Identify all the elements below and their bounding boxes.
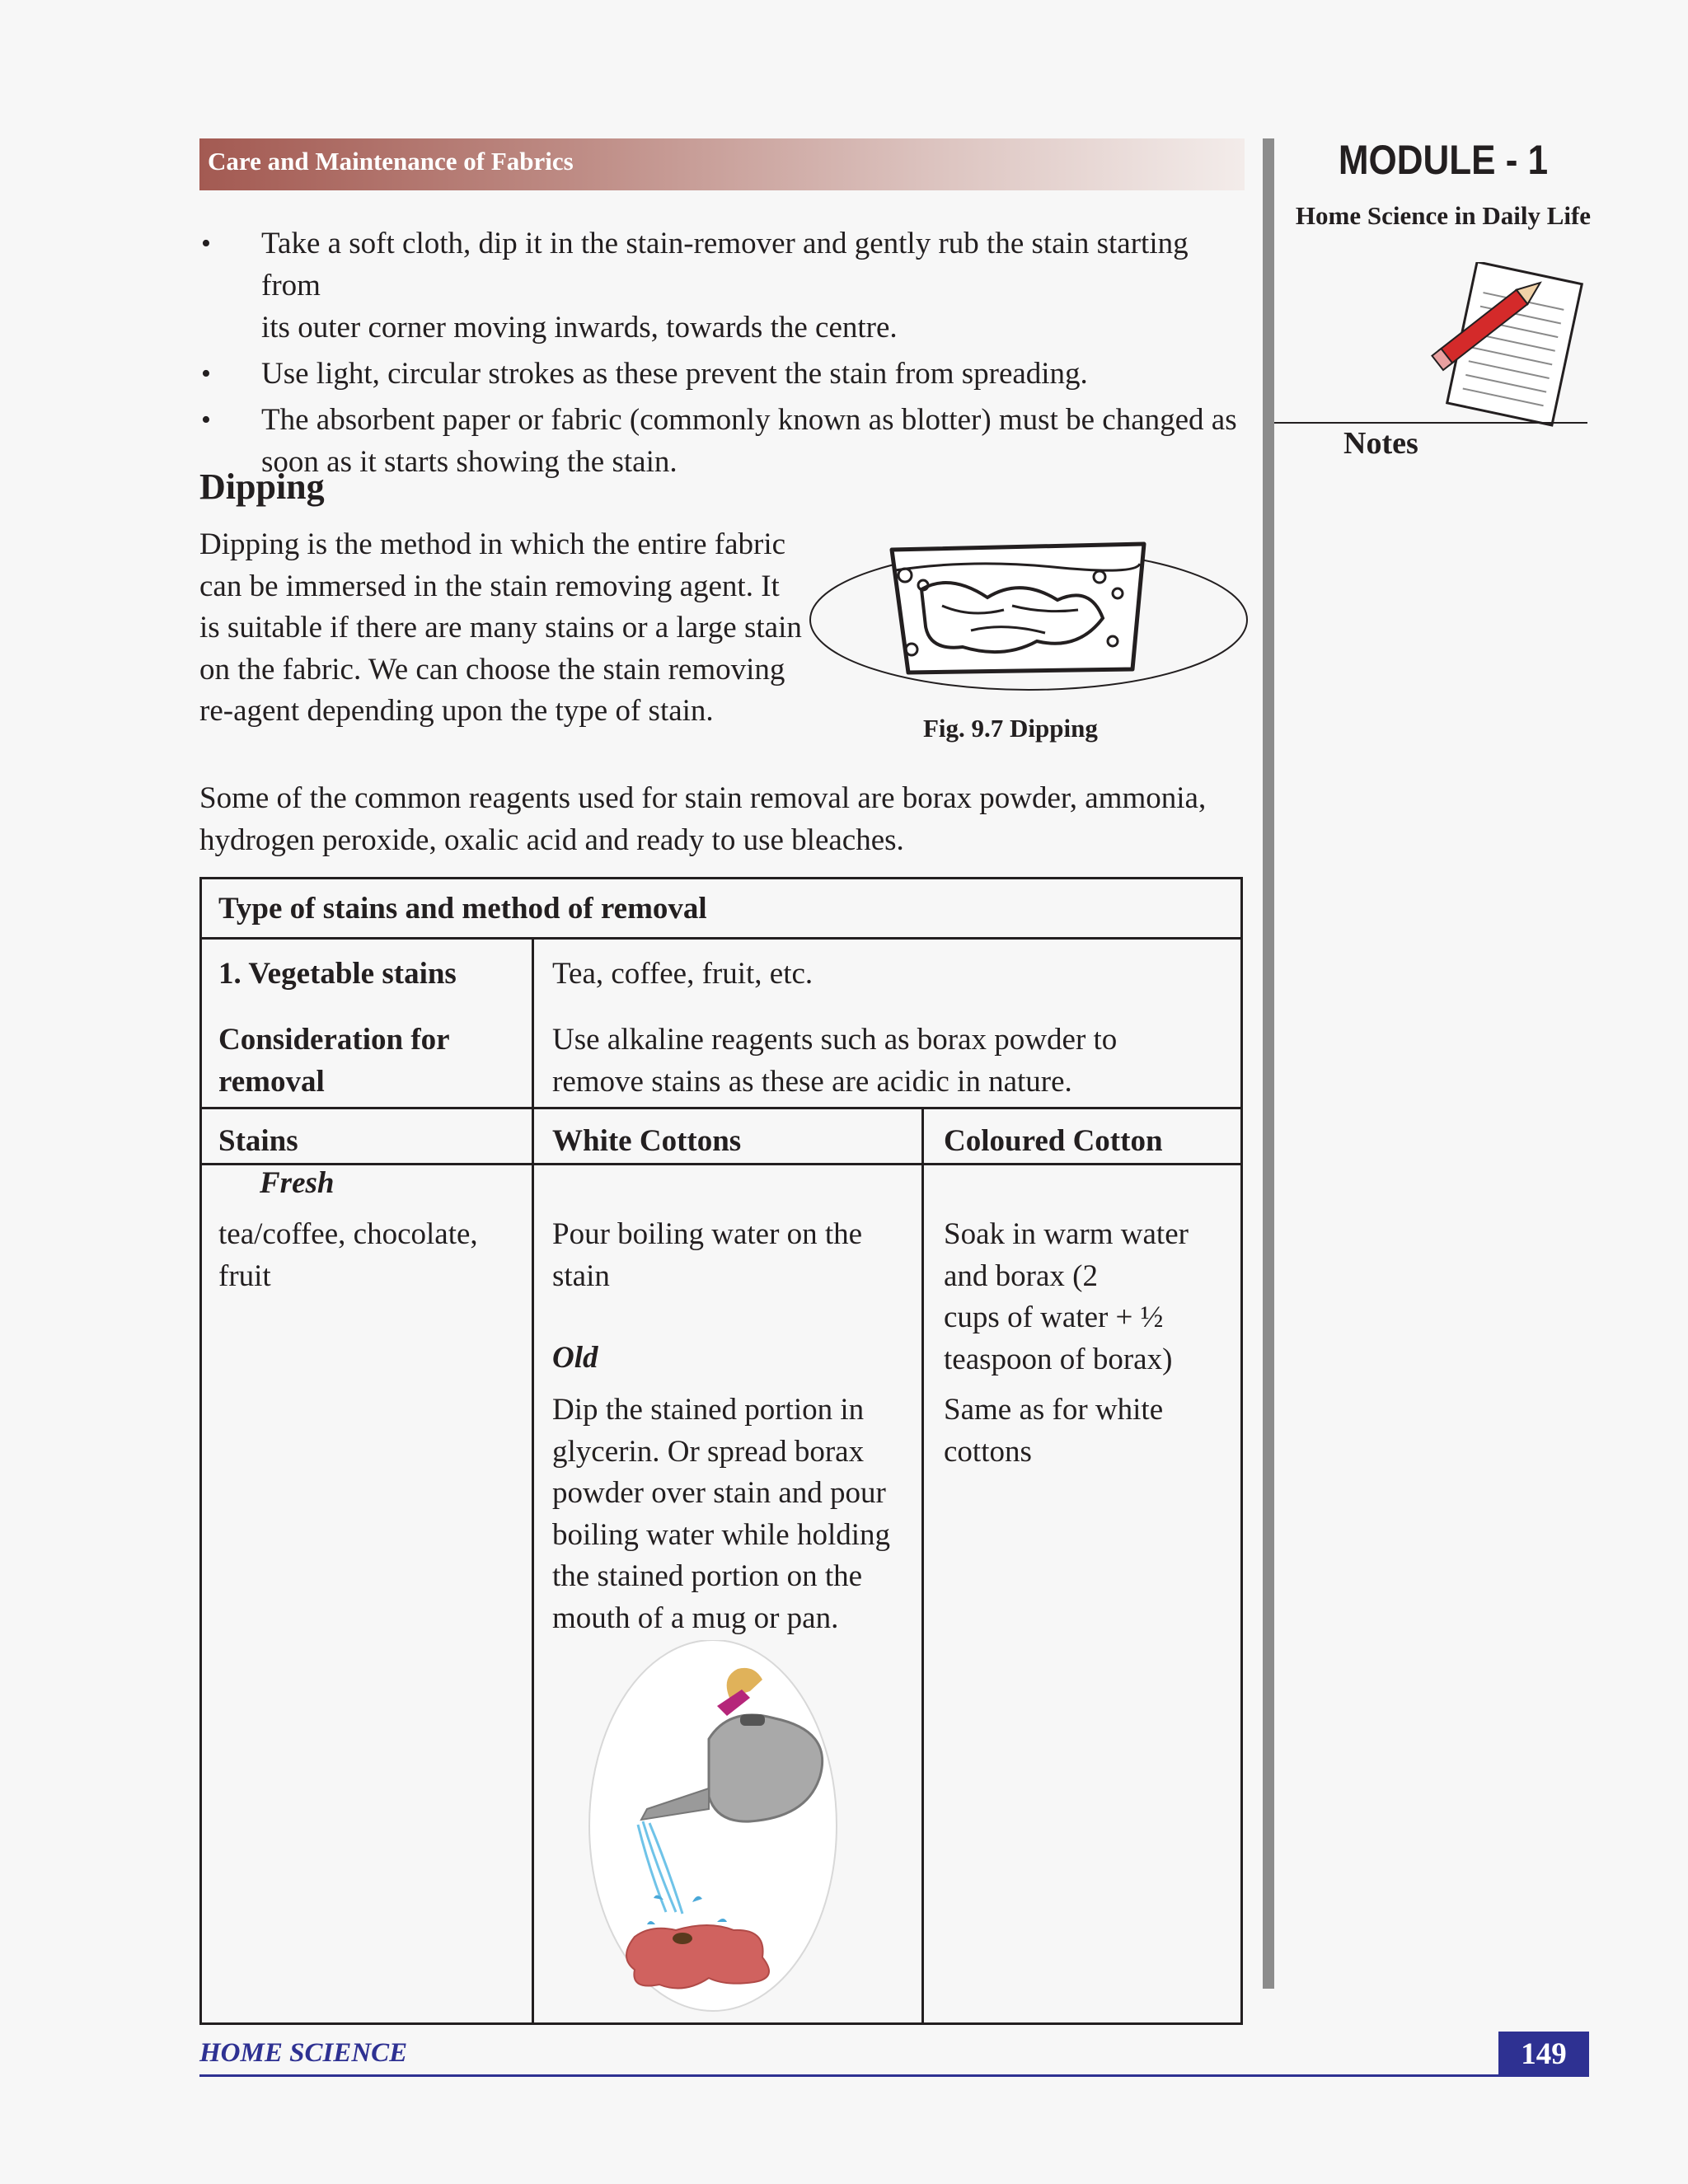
- page-number: 149: [1521, 2037, 1567, 2071]
- list-item: • Use light, circular strokes as these prevent the stain from spreading.: [201, 357, 1088, 391]
- bullet-list: [199, 223, 1246, 487]
- kettle-pouring-on-cloth-illustration: [585, 1640, 845, 2015]
- coloured-fresh-method: Soak in warm water and borax (2 cups of water + ½ teaspoon of borax): [944, 1217, 1189, 1376]
- reagents-paragraph: Some of the common reagents used for stain removal are borax powder, ammonia, hydrogen peroxide, oxalic acid and ready to use bleaches.: [199, 781, 1207, 857]
- list-item: • The absorbent paper or fabric (commonly known as blotter) must be changed as soon as it starts showing the stain.: [201, 403, 1237, 479]
- table-column-divider: [532, 939, 534, 2025]
- dipping-paragraph: Dipping is the method in which the entire fabric can be immersed in the stain removing agent. It is suitable if there are many stains or a large stain on the fabric. We can choose the stain removing re-agent depending upon the type of stain.: [199, 527, 802, 728]
- white-fresh-method: Pour boiling water on the stain: [552, 1217, 863, 1293]
- consideration-label: Consideration for removal: [218, 1023, 450, 1099]
- table-title: Type of stains and method of removal: [218, 892, 707, 926]
- category-value: Tea, coffee, fruit, etc.: [552, 957, 814, 991]
- module-title: MODULE - 1: [1338, 137, 1549, 183]
- footer-rule: [199, 2074, 1589, 2077]
- col-header-stains: Stains: [218, 1124, 298, 1158]
- consideration-value: Use alkaline reagents such as borax powder to remove stains as these are acidic in nature.: [552, 1023, 1118, 1099]
- old-label: Old: [552, 1341, 598, 1375]
- col-header-white-cottons: White Cottons: [552, 1124, 742, 1158]
- category-label: 1. Vegetable stains: [218, 957, 457, 991]
- notepad-pencil-icon: [1426, 262, 1591, 448]
- section-heading-dipping: Dipping: [199, 466, 325, 507]
- list-item: • Take a soft cloth, dip it in the stain-remover and gently rub the stain starting from its outer corner moving inwards, towards the centre.: [201, 227, 1189, 344]
- white-old-method: Dip the stained portion in glycerin. Or spread borax powder over stain and pour boiling water while holding the stained portion on the mouth of a mug or pan.: [552, 1393, 891, 1635]
- dipping-tub-illustration: [806, 527, 1250, 709]
- table-divider: [199, 937, 1243, 940]
- table-column-divider: [921, 1107, 924, 2025]
- table-divider: [199, 1107, 1243, 1109]
- chapter-title: Care and Maintenance of Fabrics: [208, 147, 574, 176]
- notes-label: Notes: [1343, 426, 1418, 461]
- notes-rule: [1274, 422, 1587, 424]
- col-header-coloured-cotton: Coloured Cotton: [944, 1124, 1163, 1158]
- fresh-label: Fresh: [260, 1166, 335, 1200]
- stain-types: tea/coffee, chocolate, fruit: [218, 1217, 478, 1293]
- figure-caption: Fig. 9.7 Dipping: [923, 714, 1098, 743]
- footer-label: HOME SCIENCE: [199, 2038, 408, 2068]
- side-rule: [1263, 138, 1274, 1989]
- module-subtitle: Home Science in Daily Life: [1295, 201, 1592, 230]
- table-divider: [199, 1163, 1243, 1165]
- coloured-old-method: Same as for white cottons: [944, 1393, 1164, 1469]
